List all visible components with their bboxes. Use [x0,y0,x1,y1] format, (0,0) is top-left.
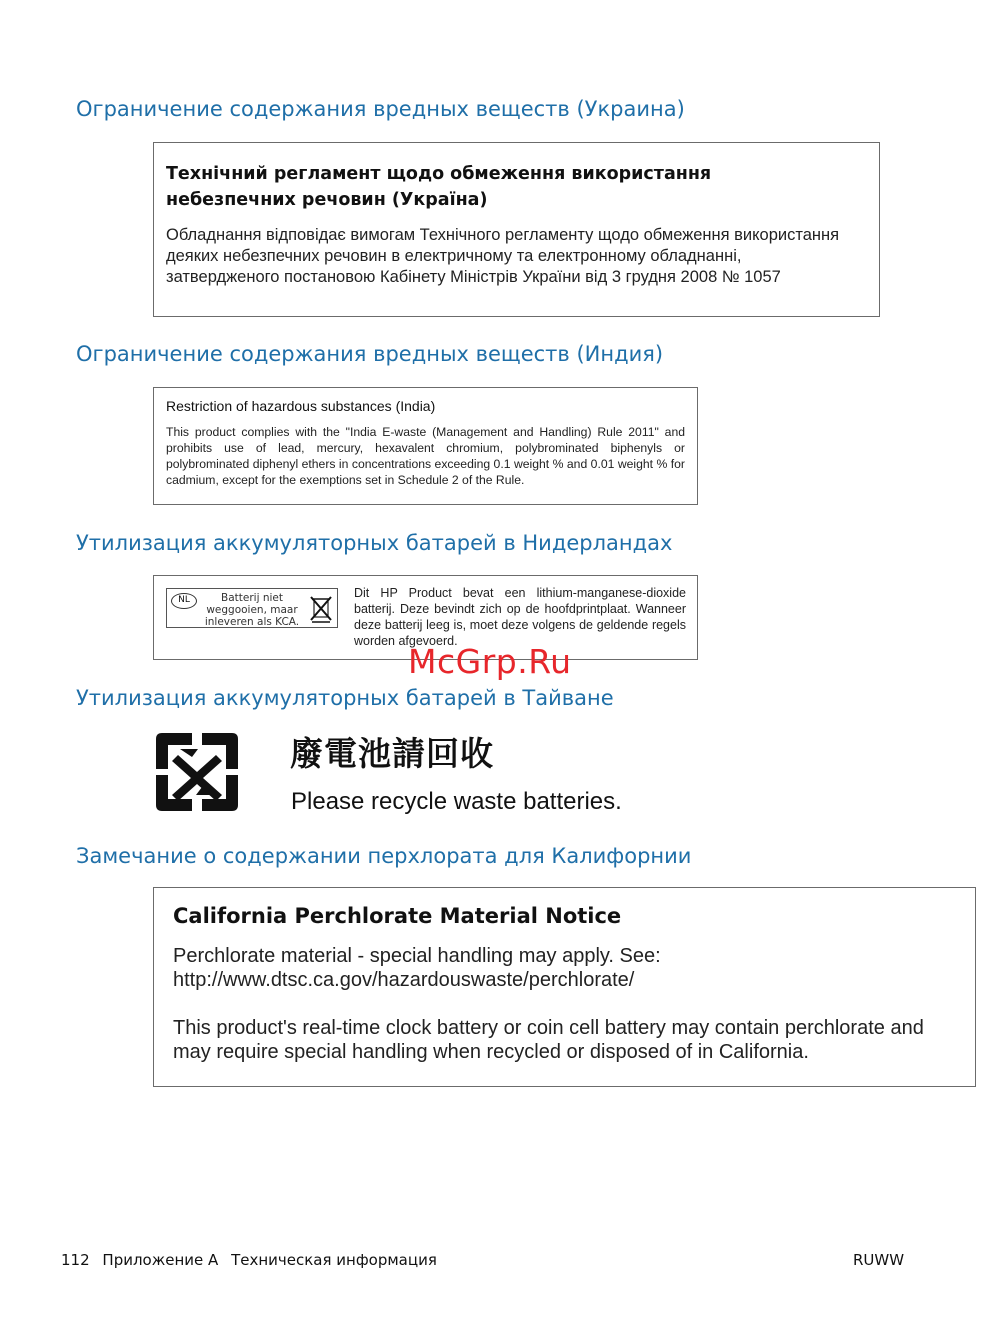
california-p1-line1: Perchlorate material - special handling may apply. See: [173,945,661,967]
perchlorate-url: http://www.dtsc.ca.gov/hazardouswaste/perchlorate/ [173,969,635,991]
india-notice-box [153,387,698,505]
india-notice-text: This product complies with the "India E-waste (Management and Handling) Rule 2011" and prohibits use of lead, mercury, hexavalent chromium, polybrominated biphenyls or polybrominated diphenyl ethers in concentrations exceeding 0.1 weight % and 0.01 weight % for cadmium, except for the exemptions set in Schedule 2 of the Rule. [166,425,685,487]
battery-label-text: Batterij niet weggooien, maar inleveren als KCA. [204,592,300,628]
taiwan-chinese-text: 廢電池請回收 [290,734,494,773]
ukraine-notice-title [166,161,867,213]
ukraine-text-line3: затвердженого постановою Кабінету Міністрів України від 3 грудня 2008 № 1057 [166,268,781,286]
india-notice-title: Restriction of hazardous substances (India) [166,398,436,414]
ukraine-title-line2: небезпечних речовин (Україна) [166,190,488,210]
heading-india: Ограничение содержания вредных веществ (Индия) [76,342,664,366]
heading-ukraine: Ограничение содержания вредных веществ (Украина) [76,97,685,121]
nl-badge: NL [171,593,197,609]
ukraine-notice-text [166,225,867,288]
page-number: 112 [61,1251,90,1269]
california-notice-paragraph-1 [173,944,957,992]
ukraine-title-line1: Технічний регламент щодо обмеження використання [166,164,712,184]
heading-california: Замечание о содержании перхлората для Калифорнии [76,844,692,868]
footer-chapter: Техническая информация [231,1251,437,1269]
footer-appendix: Приложение А [102,1251,219,1269]
heading-taiwan: Утилизация аккумуляторных батарей в Тайване [76,686,614,710]
taiwan-english-text: Please recycle waste batteries. [291,788,622,815]
battery-recycle-icon [152,729,242,815]
california-notice-title: California Perchlorate Material Notice [173,904,622,928]
watermark: McGrp.Ru [408,642,572,681]
ukraine-text-line2: деяких небезпечних речовин в електричному та електронному обладнанні, [166,247,742,265]
crossed-bin-icon [309,593,333,623]
ukraine-text-line1: Обладнання відповідає вимогам Технічного регламенту щодо обмеження використання [166,226,840,244]
california-notice-paragraph-2: This product's real-time clock battery or coin cell battery may contain perchlorate and may require special handling when recycled or disposed of in California. [173,1017,924,1063]
footer-locale: RUWW [853,1251,905,1269]
page-footer-left [61,1251,445,1269]
netherlands-notice-text: Dit HP Product bevat een lithium-manganese-dioxide batterij. Deze bevindt zich op de hoofdprintplaat. Wanneer deze batterij leeg is, moet deze volgens de geldende regels worden afgevoerd. [354,586,686,648]
ukraine-notice-box [153,142,880,317]
battery-disposal-label [166,588,338,628]
heading-netherlands: Утилизация аккумуляторных батарей в Нидерландах [76,531,673,555]
california-notice-box [153,887,976,1087]
